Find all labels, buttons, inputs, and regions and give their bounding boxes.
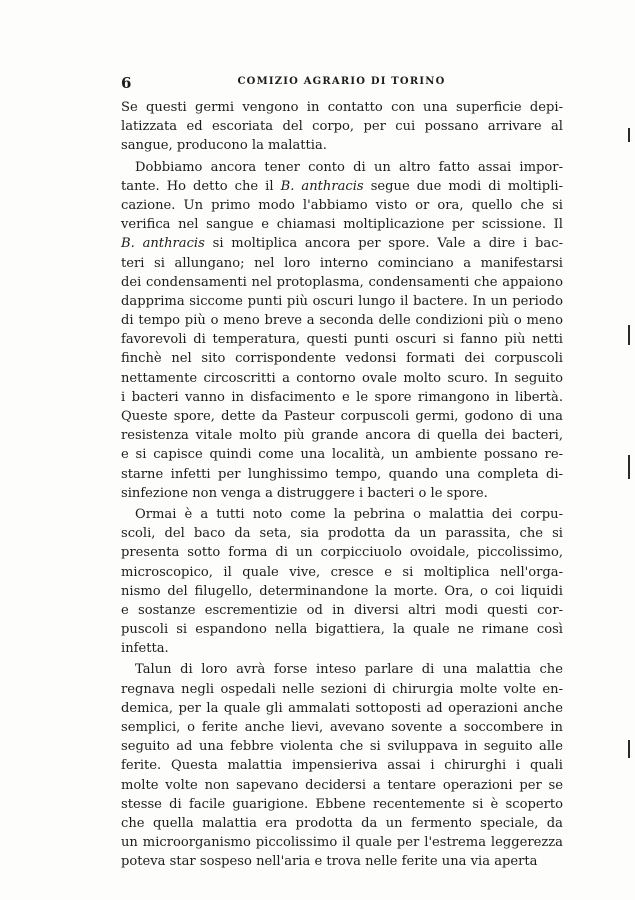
text-line: demica, per la quale gli ammalati sottoposti ad operazioni anche <box>121 700 563 716</box>
text-line: favorevoli di temperatura, questi punti oscuri si fanno più netti <box>121 332 563 348</box>
species-name: B. anthracis <box>121 236 205 252</box>
text-segment: segue due modi di moltipli- <box>363 178 563 194</box>
text-line: starne infetti per lunghissimo tempo, quando una completa di- <box>121 466 563 482</box>
text-line: stesse di facile guarigione. Ebbene recentemente si è scoperto <box>121 796 563 812</box>
text-line <box>121 234 563 253</box>
text-line <box>121 177 563 196</box>
text-line: Se questi germi vengono in contatto con una superficie depi- <box>121 100 563 115</box>
text-line: semplici, o ferite anche lievi, avevano sovente a soccombere in <box>121 720 563 735</box>
text-line: Ormai è a tutti noto come la pebrina o malattia dei corpu- <box>135 506 563 522</box>
text-line: che quella malattia era prodotta da un fermento speciale, da <box>121 815 563 831</box>
text-line: molte volte non sapevano decidersi a tentare operazioni per se <box>121 777 563 793</box>
text-line: regnava negli ospedali nelle sezioni di chirurgia molte volte en- <box>121 681 563 697</box>
text-line: un microorganismo piccolissimo il quale per l'estrema leggerezza <box>121 835 563 851</box>
text-line: dei condensamenti nel protoplasma, condensamenti che appaiono <box>121 274 563 290</box>
text-line: dapprima siccome punti più oscuri lungo il bactere. In un periodo <box>121 293 563 309</box>
text-line: scoli, del baco da seta, sia prodotta da un parassita, che si <box>121 526 563 542</box>
margin-mark <box>628 128 630 142</box>
text-line: di tempo più o meno breve a seconda delle condizioni più o meno <box>121 313 563 329</box>
text-line: cazione. Un primo modo l'abbiamo visto or ora, quello che si <box>121 197 563 213</box>
text-segment: si moltiplica ancora per spore. Vale a dire i bac- <box>204 236 563 252</box>
margin-mark <box>628 740 630 758</box>
text-line: sinfezione non venga a distruggere i bacteri o le spore. <box>121 485 488 501</box>
page-header <box>121 74 562 94</box>
text-line: presenta sotto forma di un corpicciuolo ovoidale, piccolissimo, <box>121 545 563 561</box>
text-line: teri si allungano; nel loro interno cominciano a manifestarsi <box>121 255 563 271</box>
text-line: Talun di loro avrà forse inteso parlare di una malattia che <box>135 662 563 678</box>
text-line: e si capisce quindi come una località, un ambiente possano re- <box>121 447 563 463</box>
margin-mark <box>628 455 630 479</box>
text-line: resistenza vitale molto più grande ancora di quella dei bacteri, <box>121 428 563 444</box>
body-text <box>121 98 563 872</box>
text-line: finchè nel sito corrispondente vedonsi formati dei corpuscoli <box>121 351 563 367</box>
text-line: nettamente circoscritti a contorno ovale molto scuro. In seguito <box>121 370 563 386</box>
text-line: sangue, producono la malattia. <box>121 138 327 154</box>
text-line: seguito ad una febbre violenta che si sviluppava in seguito alle <box>121 739 563 755</box>
text-line: puscoli si espandono nella bigattiera, la quale ne rimane così <box>121 622 563 638</box>
text-segment: tante. Ho detto che il <box>121 178 281 194</box>
text-line: latizzata ed escoriata del corpo, per cui possano arrivare al <box>121 119 563 135</box>
text-line: e sostanze escrementizie od in diversi altri modi questi cor- <box>121 602 563 618</box>
text-line: infetta. <box>121 641 169 657</box>
text-line: Queste spore, dette da Pasteur corpuscoli germi, godono di una <box>121 409 563 424</box>
species-name: B. anthracis <box>280 178 364 194</box>
text-line: Dobbiamo ancora tener conto di un altro fatto assai impor- <box>135 159 563 175</box>
page-number: 6 <box>121 74 132 92</box>
text-line: ferite. Questa malattia impensieriva assai i chirurghi i quali <box>121 758 563 774</box>
text-line: verifica nel sangue e chiamasi moltiplicazione per scissione. Il <box>121 217 563 233</box>
text-line: i bacteri vanno in disfacimento e le spore rimangono in libertà. <box>121 389 563 405</box>
text-line: microscopico, il quale vive, cresce e si moltiplica nell'orga- <box>121 564 563 580</box>
margin-mark <box>628 325 630 345</box>
text-line: nismo del filugello, determinandone la morte. Ora, o coi liquidi <box>121 583 563 599</box>
running-title: COMIZIO AGRARIO DI TORINO <box>237 76 446 87</box>
text-line: poteva star sospeso nell'aria e trova nelle ferite una via aperta <box>121 854 538 870</box>
